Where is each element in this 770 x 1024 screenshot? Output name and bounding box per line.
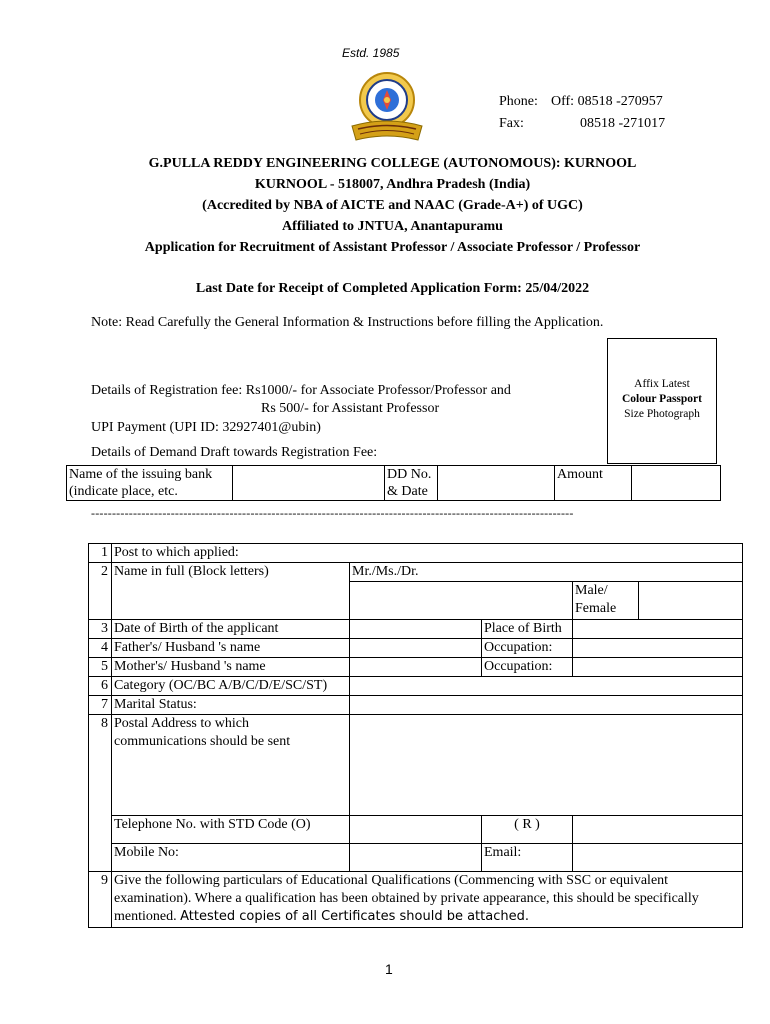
mother-occupation-field[interactable] (573, 658, 743, 677)
email-field[interactable] (573, 844, 743, 872)
email-label: Email: (482, 844, 573, 872)
telephone-residence-label: ( R ) (482, 816, 573, 844)
college-name: G.PULLA REDDY ENGINEERING COLLEGE (AUTONOMOUS): KURNOOL (148, 156, 637, 171)
established-year: Estd. 1985 (342, 46, 400, 60)
application-title: Application for Recruitment of Assistant Professor / Associate Professor / Professor (144, 240, 641, 255)
attested-copies-note: Attested copies of all Certificates should be attached. (180, 909, 529, 924)
marital-status-label: Marital Status: (112, 696, 350, 715)
place-of-birth-label: Place of Birth (482, 620, 573, 639)
photo-line-3: Size Photograph (624, 408, 700, 420)
row-number: 4 (89, 639, 112, 658)
photo-line-2: Colour Passport (622, 393, 702, 405)
upi-payment: UPI Payment (UPI ID: 32927401@ubin) (91, 420, 321, 435)
form-row-6 (89, 677, 743, 696)
father-name-label: Father's/ Husband 's name (112, 639, 350, 658)
accreditation: (Accredited by NBA of AICTE and NAAC (Grade-A+) of UGC) (202, 198, 583, 213)
category-label: Category (OC/BC A/B/C/D/E/SC/ST) (112, 677, 350, 696)
amount-field[interactable] (632, 466, 721, 501)
row-number: 5 (89, 658, 112, 677)
name-prefix: Mr./Ms./Dr. (350, 563, 743, 582)
phone-value: Off: 08518 -270957 (551, 94, 663, 109)
row-number: 1 (89, 544, 112, 563)
postal-address-label: Postal Address to which communications should be sent (112, 715, 350, 816)
dd-title: Details of Demand Draft towards Registration Fee: (91, 445, 378, 460)
marital-status-field[interactable] (350, 696, 743, 715)
row-number: 3 (89, 620, 112, 639)
instructions-note: Note: Read Carefully the General Information & Instructions before filling the Application. (91, 315, 604, 330)
page-number: 1 (385, 961, 393, 977)
form-row-9 (89, 872, 743, 928)
dob-field[interactable] (350, 620, 482, 639)
phone-label: Phone: (499, 94, 538, 109)
amount-label: Amount (555, 466, 632, 501)
postal-address-field[interactable] (350, 715, 743, 816)
demand-draft-table (66, 465, 721, 501)
dd-number-field[interactable] (438, 466, 555, 501)
row-number: 7 (89, 696, 112, 715)
row-number: 2 (89, 563, 112, 620)
telephone-office-label: Telephone No. with STD Code (O) (112, 816, 350, 844)
dd-number-label: DD No. & Date (385, 466, 438, 501)
education-instructions: Give the following particulars of Educational Qualifications (Commencing with SSC or equivalent examination). Where a qualification has been obtained by private appearance, this should be specifically mentioned. Attested copies of all Certificates should be attached. (112, 872, 743, 928)
fee-line-1: Details of Registration fee: Rs1000/- for Associate Professor/Professor and (91, 383, 511, 398)
form-row-1 (89, 544, 743, 563)
college-address: KURNOOL - 518007, Andhra Pradesh (India) (254, 177, 531, 192)
form-row-8-telephone (89, 816, 743, 844)
father-occupation-label: Occupation: (482, 639, 573, 658)
place-of-birth-field[interactable] (573, 620, 743, 639)
application-form-table (88, 543, 743, 928)
affiliation: Affiliated to JNTUA, Anantapuramu (282, 219, 503, 234)
post-applied-label: Post to which applied: (112, 544, 743, 563)
name-field[interactable] (350, 582, 573, 620)
name-label: Name in full (Block letters) (112, 563, 350, 620)
telephone-office-field[interactable] (350, 816, 482, 844)
bank-value-field[interactable] (233, 466, 385, 501)
category-field[interactable] (350, 677, 743, 696)
form-row-7 (89, 696, 743, 715)
gender-label: Male/ Female (573, 582, 639, 620)
father-occupation-field[interactable] (573, 639, 743, 658)
form-row-8 (89, 715, 743, 816)
college-logo (346, 66, 428, 146)
form-row-3 (89, 620, 743, 639)
fax-label: Fax: (499, 116, 524, 131)
father-name-field[interactable] (350, 639, 482, 658)
separator-line: ------------------------------------------------------------------------------------------------------------------- (91, 506, 574, 520)
gender-field[interactable] (639, 582, 743, 620)
last-date: Last Date for Receipt of Completed Application Form: 25/04/2022 (195, 281, 590, 296)
form-row-4 (89, 639, 743, 658)
form-row-2 (89, 563, 743, 582)
row-number: 9 (89, 872, 112, 928)
fee-line-2: Rs 500/- for Assistant Professor (261, 401, 440, 416)
mobile-field[interactable] (350, 844, 482, 872)
mobile-label: Mobile No: (112, 844, 350, 872)
form-row-8-mobile (89, 844, 743, 872)
telephone-residence-field[interactable] (573, 816, 743, 844)
fax-value: 08518 -271017 (580, 116, 666, 131)
row-number: 6 (89, 677, 112, 696)
form-row-5 (89, 658, 743, 677)
photo-box (607, 338, 717, 464)
mother-name-label: Mother's/ Husband 's name (112, 658, 350, 677)
mother-name-field[interactable] (350, 658, 482, 677)
dob-label: Date of Birth of the applicant (112, 620, 350, 639)
mother-occupation-label: Occupation: (482, 658, 573, 677)
bank-label: Name of the issuing bank (indicate place, etc. (67, 466, 233, 501)
row-number: 8 (89, 715, 112, 872)
photo-line-1: Affix Latest (634, 378, 690, 390)
